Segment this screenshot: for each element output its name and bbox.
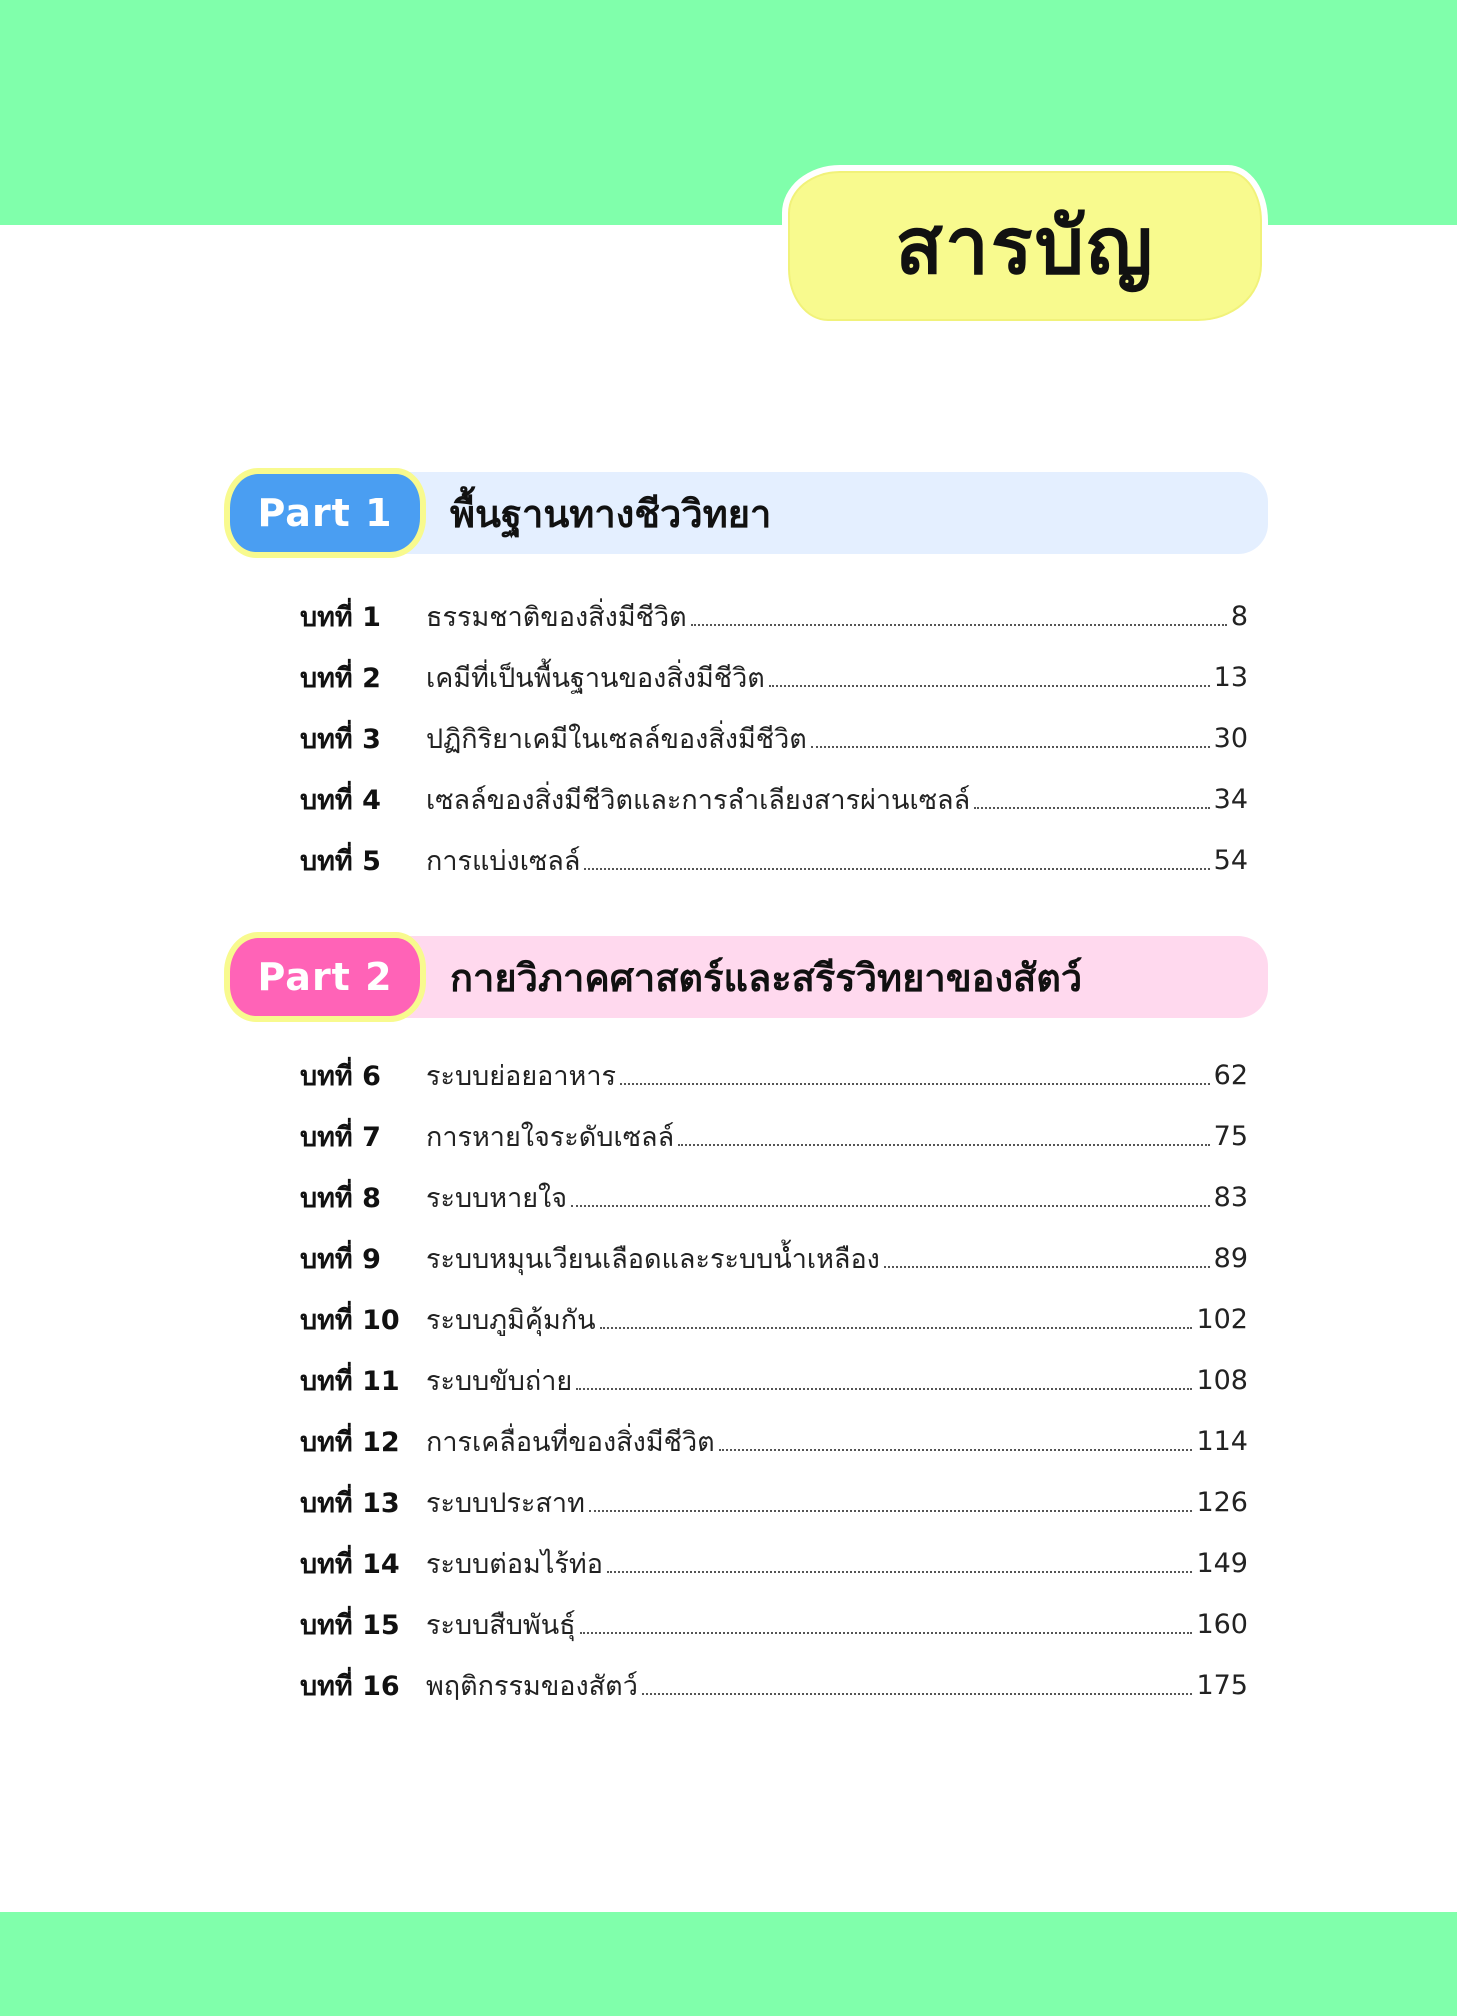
chapter-title: ระบบย่อยอาหาร — [426, 1060, 616, 1092]
dot-leader — [620, 1083, 1210, 1085]
chapter-number: บทที่ 6 — [300, 1060, 381, 1092]
dot-leader — [589, 1510, 1193, 1512]
toc-row-chapter-2[interactable] — [300, 653, 1248, 701]
chapter-title: การเคลื่อนที่ของสิ่งมีชีวิต — [426, 1426, 715, 1458]
chapter-number: บทที่ 11 — [300, 1365, 400, 1397]
part-1-title: พื้นฐานทางชีววิทยา — [450, 491, 772, 536]
chapter-number: บทที่ 10 — [300, 1304, 400, 1336]
page-number: 108 — [1196, 1364, 1248, 1396]
chapter-title: ธรรมชาติของสิ่งมีชีวิต — [426, 601, 687, 633]
page-number: 175 — [1196, 1669, 1248, 1701]
chapter-title: การแบ่งเซลล์ — [426, 845, 581, 877]
bottom-color-band — [0, 1912, 1457, 2016]
page-number: 13 — [1213, 661, 1248, 693]
dot-leader — [580, 1632, 1193, 1634]
page-number: 8 — [1230, 600, 1248, 632]
toc-row-chapter-14[interactable] — [300, 1539, 1248, 1587]
chapter-number: บทที่ 5 — [300, 845, 381, 877]
dot-leader — [642, 1693, 1193, 1695]
page-number: 149 — [1196, 1547, 1248, 1579]
dot-leader — [691, 624, 1227, 626]
part-1-badge: Part 1 — [224, 468, 426, 558]
toc-row-chapter-10[interactable] — [300, 1295, 1248, 1343]
chapter-title: ระบบหมุนเวียนเลือดและระบบน้ำเหลือง — [426, 1243, 880, 1275]
dot-leader — [811, 746, 1210, 748]
chapter-number: บทที่ 4 — [300, 784, 381, 816]
toc-row-chapter-6[interactable] — [300, 1051, 1248, 1099]
dot-leader — [600, 1327, 1193, 1329]
chapter-title: เคมีที่เป็นพื้นฐานของสิ่งมีชีวิต — [426, 662, 765, 694]
page-number: 83 — [1213, 1181, 1248, 1213]
toc-row-chapter-13[interactable] — [300, 1478, 1248, 1526]
dot-leader — [576, 1388, 1192, 1390]
dot-leader — [769, 685, 1210, 687]
chapter-title: ปฏิกิริยาเคมีในเซลล์ของสิ่งมีชีวิต — [426, 723, 807, 755]
page-number: 75 — [1213, 1120, 1248, 1152]
toc-row-chapter-12[interactable] — [300, 1417, 1248, 1465]
chapter-number: บทที่ 12 — [300, 1426, 400, 1458]
chapter-number: บทที่ 1 — [300, 601, 381, 633]
toc-row-chapter-15[interactable] — [300, 1600, 1248, 1648]
chapter-number: บทที่ 13 — [300, 1487, 400, 1519]
chapter-number: บทที่ 15 — [300, 1609, 400, 1641]
toc-row-chapter-5[interactable] — [300, 836, 1248, 884]
chapter-number: บทที่ 3 — [300, 723, 381, 755]
dot-leader — [974, 807, 1209, 809]
dot-leader — [607, 1571, 1193, 1573]
toc-row-chapter-7[interactable] — [300, 1112, 1248, 1160]
chapter-title: พฤติกรรมของสัตว์ — [426, 1670, 638, 1702]
toc-row-chapter-1[interactable] — [300, 592, 1248, 640]
page-number: 30 — [1213, 722, 1248, 754]
chapter-number: บทที่ 8 — [300, 1182, 381, 1214]
dot-leader — [584, 868, 1209, 870]
chapter-title: การหายใจระดับเซลล์ — [426, 1121, 675, 1153]
toc-row-chapter-16[interactable] — [300, 1661, 1248, 1709]
part-2-title: กายวิภาคศาสตร์และสรีรวิทยาของสัตว์ — [450, 955, 1083, 1000]
chapter-number: บทที่ 2 — [300, 662, 381, 694]
chapter-number: บทที่ 7 — [300, 1121, 381, 1153]
chapter-title: ระบบต่อมไร้ท่อ — [426, 1548, 603, 1580]
chapter-title: ระบบภูมิคุ้มกัน — [426, 1304, 596, 1336]
toc-row-chapter-4[interactable] — [300, 775, 1248, 823]
chapter-number: บทที่ 14 — [300, 1548, 400, 1580]
chapter-title: ระบบหายใจ — [426, 1182, 568, 1214]
dot-leader — [571, 1205, 1210, 1207]
part-2-badge: Part 2 — [224, 932, 426, 1022]
toc-row-chapter-11[interactable] — [300, 1356, 1248, 1404]
page-number: 54 — [1213, 844, 1248, 876]
chapter-title: ระบบประสาท — [426, 1487, 585, 1519]
page-number: 89 — [1213, 1242, 1248, 1274]
toc-row-chapter-8[interactable] — [300, 1173, 1248, 1221]
chapter-title: ระบบขับถ่าย — [426, 1365, 573, 1397]
page-number: 114 — [1196, 1425, 1248, 1457]
page-number: 126 — [1196, 1486, 1248, 1518]
toc-row-chapter-3[interactable] — [300, 714, 1248, 762]
page-number: 102 — [1196, 1303, 1248, 1335]
chapter-number: บทที่ 16 — [300, 1670, 400, 1702]
page-number: 62 — [1213, 1059, 1248, 1091]
page-number: 34 — [1213, 783, 1248, 815]
chapter-title: ระบบสืบพันธุ์ — [426, 1609, 576, 1641]
page-title: สารบัญ — [895, 202, 1155, 292]
toc-row-chapter-9[interactable] — [300, 1234, 1248, 1282]
page-number: 160 — [1196, 1608, 1248, 1640]
chapter-number: บทที่ 9 — [300, 1243, 381, 1275]
dot-leader — [884, 1266, 1210, 1268]
dot-leader — [678, 1144, 1210, 1146]
dot-leader — [719, 1449, 1193, 1451]
chapter-title: เซลล์ของสิ่งมีชีวิตและการลำเลียงสารผ่านเซลล์ — [426, 784, 971, 816]
